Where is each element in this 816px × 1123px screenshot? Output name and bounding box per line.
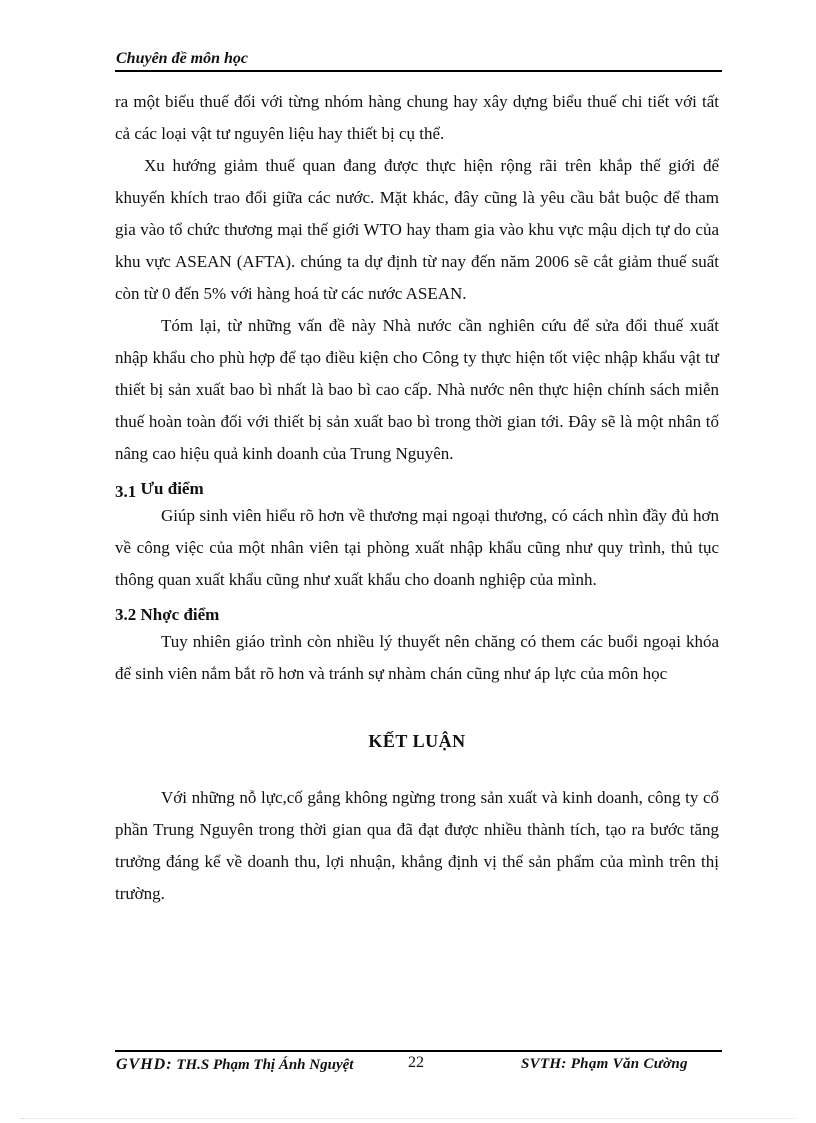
footer-advisor: [116, 1056, 353, 1074]
paragraph-tax-schedule: ra một biểu thuế đối với từng nhóm hàng chung hay xây dựng biểu thuế chi tiết với tất cả các loại vật tư nguyên liệu hay thiết bị cụ thể.: [115, 92, 719, 143]
paragraph-disadvantages: Tuy nhiên giáo trình còn nhiều lý thuyết nên chăng có them các buổi ngoại khóa để sinh viên nắm bắt rõ hơn và tránh sự nhàm chán cũng như áp lực của môn học: [115, 632, 719, 683]
paragraph-tariff-trend: Xu hướng giảm thuế quan đang được thực hiện rộng rãi trên khắp thế giới để khuyến khích trao đổi giữa các nước. Mặt khác, đây cũng là yêu cầu bắt buộc để tham gia vào tổ chức thương mại thế giới WTO hay tham gia vào khu vực mậu dịch tự do của khu vực ASEAN (AFTA). chúng ta dự định từ nay đến năm 2006 sẽ cắt giảm thuế suất còn từ 0 đến 5% với hàng hoá từ các nước ASEAN.: [115, 156, 719, 303]
section-heading-disadvantages: [115, 604, 719, 626]
section-number: 3.2: [115, 605, 137, 624]
section-title: Ưu điểm: [140, 479, 204, 498]
paragraph-summary: Tóm lại, từ những vấn đề này Nhà nước cần nghiên cứu để sửa đổi thuế xuất nhập khẩu cho phù hợp để tạo điều kiện cho Công ty thực hiện tốt việc nhập khẩu vật tư thiết bị sản xuất bao bì nhất là bao bì cao cấp. Nhà nước nên thực hiện chính sách miễn thuế hoàn toàn đối với thiết bị sản xuất bao bì trong thời gian tới. Đây sẽ là một nhân tố nâng cao hiệu quả kinh doanh của Trung Nguyên.: [115, 316, 719, 463]
page-number: 22: [408, 1054, 424, 1071]
section-heading-advantages: [115, 478, 719, 500]
advisor-name: TH.S Phạm Thị Ánh Nguyệt: [176, 1057, 354, 1073]
paragraph-conclusion: Với những nỗ lực,cố gắng không ngừng trong sản xuất và kinh doanh, công ty cổ phần Trung Nguyên trong thời gian qua đã đạt được nhiều thành tích, tạo ra bước tăng trưởng đáng kể về doanh thu, lợi nhuận, khẳng định vị thế sản phẩm của mình trên thị trường.: [115, 788, 719, 903]
header-divider: [115, 70, 722, 72]
footer-divider: [115, 1050, 722, 1052]
paragraph-advantages: Giúp sinh viên hiểu rõ hơn về thương mại ngoại thương, có cách nhìn đầy đủ hơn về công việc của một nhân viên tại phòng xuất nhập khẩu cũng như quy trình, thủ tục thông quan xuất khẩu cũng như xuất khẩu cho doanh nghiệp của mình.: [115, 506, 719, 589]
document-body: [115, 86, 719, 910]
page-bottom-edge: [20, 1118, 796, 1119]
advisor-label: GVHD:: [116, 1056, 173, 1073]
section-title: Nhợc điểm: [140, 605, 220, 624]
conclusion-title: KẾT LUẬN: [368, 731, 466, 751]
footer-student: SVTH: Phạm Văn Cường: [521, 1056, 688, 1072]
section-number: 3.1: [115, 482, 137, 501]
page-header-title: Chuyên đề môn học: [116, 50, 249, 67]
